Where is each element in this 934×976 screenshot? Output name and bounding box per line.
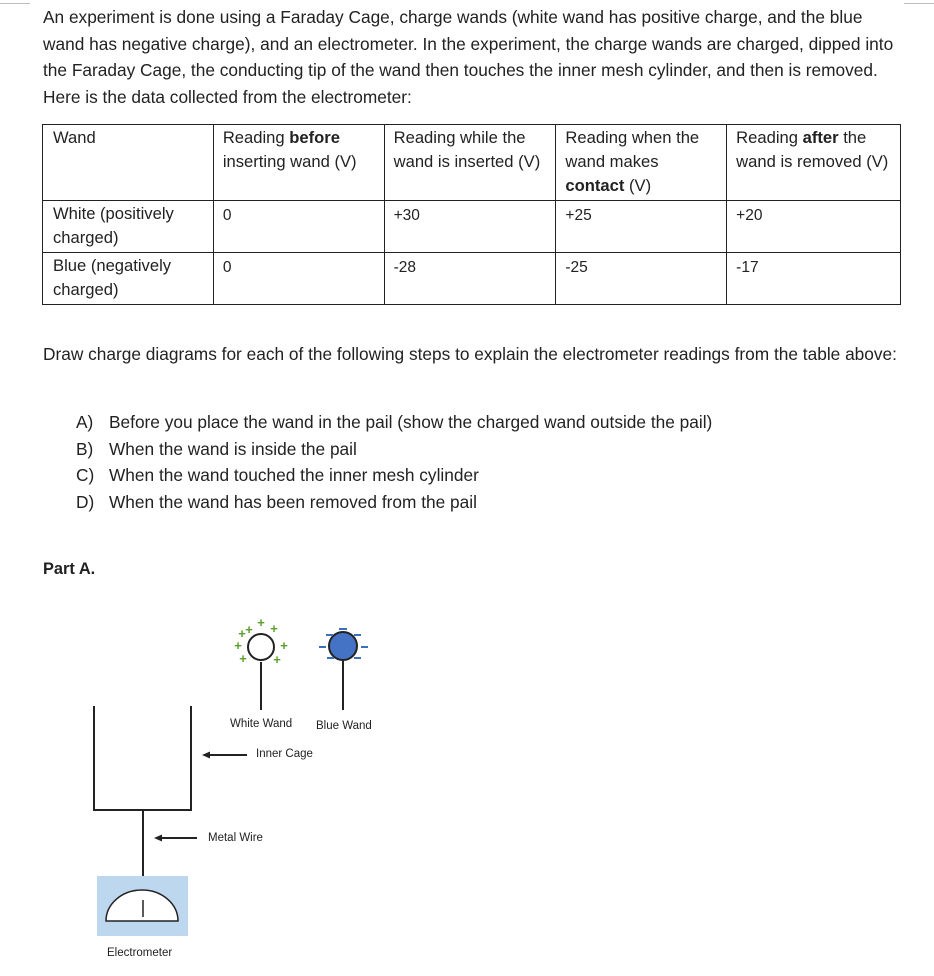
electrometer-data-table [42, 124, 901, 305]
white-wand-label: White Wand [230, 718, 293, 730]
header-before: Reading before inserting wand (V) [213, 125, 384, 201]
row-inserted-value: -28 [384, 253, 556, 305]
instructions-paragraph: Draw charge diagrams for each of the following steps to explain the electrometer readings from the table above: [43, 344, 897, 364]
svg-text:+: + [239, 651, 247, 666]
header-inserted: Reading while the wand is inserted (V) [384, 125, 556, 201]
white-wand [248, 634, 274, 710]
row-inserted-value: +30 [384, 201, 556, 253]
electrometer-label: Electrometer [107, 947, 173, 959]
header-contact: Reading when the wand makes contact (V) [556, 125, 727, 201]
intro-paragraph: An experiment is done using a Faraday Cage, charge wands (white wand has positive charge, and the blue wand has negative charge), and an electrometer. In the experiment, the charge wands are charged, dipped into the Faraday Cage, the conducting tip of the wand then touches the inner mesh cylinder, and then is removed. Here is the data collected from the electrometer: [43, 7, 894, 107]
header-after: Reading after the wand is removed (V) [727, 125, 901, 201]
steps-list [76, 409, 712, 515]
row-contact-value: +25 [556, 201, 727, 253]
svg-text:+: + [270, 621, 278, 636]
svg-text:+: + [280, 638, 288, 653]
row-before-value: 0 [213, 253, 384, 305]
svg-text:+: + [238, 626, 246, 641]
page-corner-right [904, 0, 934, 4]
header-wand: Wand [43, 125, 214, 201]
inner-cage [94, 706, 191, 810]
electrometer [97, 876, 188, 936]
svg-text:+: + [234, 638, 242, 653]
svg-text:+: + [273, 652, 281, 667]
inner-cage-label: Inner Cage [256, 748, 313, 760]
list-item: A) Before you place the wand in the pail (show the charged wand outside the pail) [76, 412, 713, 432]
arrowhead-icon [202, 752, 210, 759]
metal-wire-label: Metal Wire [208, 832, 263, 844]
row-contact-value: -25 [556, 253, 727, 305]
svg-text:+: + [257, 615, 265, 630]
table-row [43, 201, 901, 253]
list-item: D) When the wand has been removed from the pail [76, 491, 477, 512]
faraday-cage-diagram [0, 600, 934, 976]
table-row [43, 253, 901, 305]
row-before-value: 0 [213, 201, 384, 253]
part-a-heading: Part A. [43, 560, 96, 578]
row-after-value: +20 [727, 201, 901, 253]
row-wand-label: White (positively charged) [43, 201, 214, 253]
arrowhead-icon [154, 835, 162, 842]
list-item: C) When the wand touched the inner mesh cylinder [76, 465, 479, 485]
row-wand-label: Blue (negatively charged) [43, 253, 214, 305]
svg-text:+: + [245, 622, 253, 637]
row-after-value: -17 [727, 253, 901, 305]
table-header-row [43, 125, 901, 201]
list-item: B) When the wand is inside the pail [76, 438, 357, 459]
blue-wand-label: Blue Wand [316, 720, 372, 732]
page-corner-left [0, 0, 30, 4]
blue-wand [329, 632, 357, 710]
